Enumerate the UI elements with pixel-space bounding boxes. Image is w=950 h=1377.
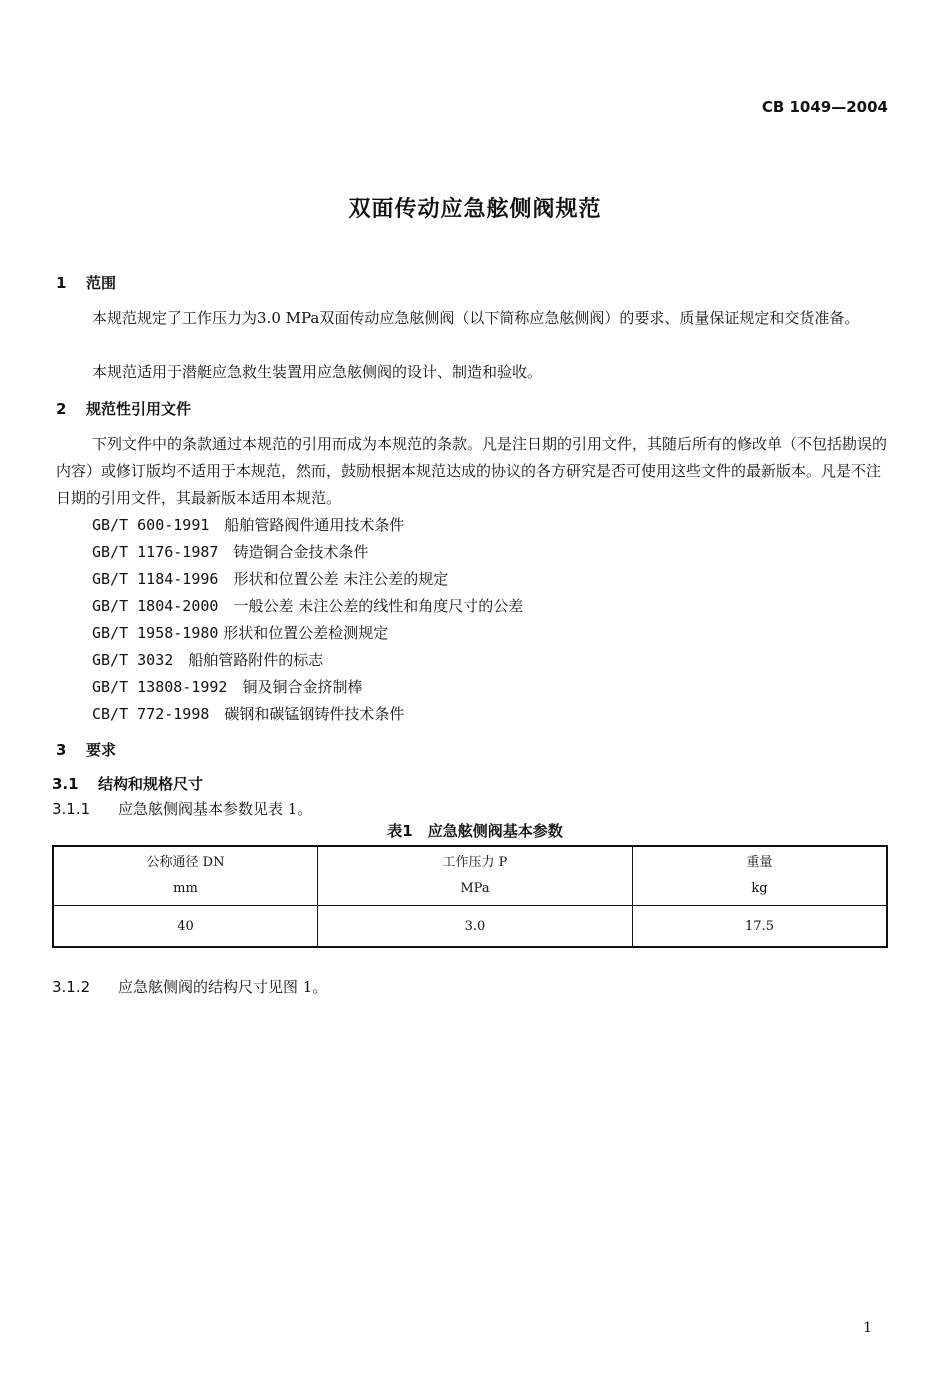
subsection-3-1-heading xyxy=(52,773,203,794)
table-header-cell xyxy=(53,846,318,906)
subsection-3-1-2 xyxy=(52,976,327,997)
section-title: 要求 xyxy=(86,741,117,759)
reference-item xyxy=(92,676,363,697)
reference-title: 一般公差 未注公差的线性和角度尺寸的公差 xyxy=(233,597,524,615)
reference-code: GB/T 1958-1980 xyxy=(92,624,219,642)
reference-item xyxy=(92,622,388,643)
section-2-heading xyxy=(56,398,191,419)
table-cell: 3.0 xyxy=(318,906,633,948)
reference-title: 形状和位置公差 未注公差的规定 xyxy=(233,570,449,588)
reference-title: 铜及铜合金挤制棒 xyxy=(242,678,363,696)
subsection-text: 应急舷侧阀基本参数见表 1。 xyxy=(118,800,313,818)
reference-title: 形状和位置公差检测规定 xyxy=(223,624,389,642)
reference-code: GB/T 1804-2000 xyxy=(92,597,219,615)
section-2-intro: 下列文件中的条款通过本规范的引用而成为本规范的条款。凡是注日期的引用文件，其随后所有的修改单（不包括勘误的内容）或修订版均不适用于本规范，然而，鼓励根据本规范达成的协议的各方研究是否可使用这些文件的最新版本。凡是不注日期的引用文件，其最新版本适用本规范。 xyxy=(56,435,888,507)
table-caption: 表1 应急舷侧阀基本参数 xyxy=(387,822,563,840)
table-row xyxy=(53,906,887,948)
section-number: 1 xyxy=(56,274,67,292)
header-unit: MPa xyxy=(460,881,490,896)
reference-item xyxy=(92,514,404,535)
reference-code: GB/T 3032 xyxy=(92,651,174,669)
reference-item xyxy=(92,703,404,724)
section-1-heading xyxy=(56,272,116,293)
header-name: 公称通径 DN xyxy=(146,855,225,870)
section-title: 规范性引用文件 xyxy=(86,400,192,418)
reference-item xyxy=(92,568,448,589)
subsection-number: 3.1.2 xyxy=(52,978,91,996)
standard-code: CB 1049—2004 xyxy=(761,98,888,116)
header-unit: mm xyxy=(173,881,198,896)
reference-code: GB/T 13808-1992 xyxy=(92,678,228,696)
section-number: 3 xyxy=(56,741,67,759)
reference-code: GB/T 600-1991 xyxy=(92,516,210,534)
reference-item xyxy=(92,649,323,670)
section-1-paragraph-2: 本规范适用于潜艇应急救生装置用应急舷侧阀的设计、制造和验收。 xyxy=(92,363,543,381)
header-name: 重量 xyxy=(746,855,773,870)
table-header-cell xyxy=(633,846,888,906)
section-number: 2 xyxy=(56,400,67,418)
table-header-cell xyxy=(318,846,633,906)
document-title: 双面传动应急舷侧阀规范 xyxy=(348,197,602,222)
reference-title: 铸造铜合金技术条件 xyxy=(233,543,369,561)
subsection-title: 结构和规格尺寸 xyxy=(98,775,204,793)
table-header-row xyxy=(53,846,887,906)
reference-title: 船舶管路阀件通用技术条件 xyxy=(224,516,405,534)
subsection-text: 应急舷侧阀的结构尺寸见图 1。 xyxy=(118,978,328,996)
reference-title: 船舶管路附件的标志 xyxy=(188,651,324,669)
reference-code: CB/T 772-1998 xyxy=(92,705,210,723)
section-title: 范围 xyxy=(86,274,117,292)
section-3-heading xyxy=(56,739,116,760)
parameters-table xyxy=(52,845,888,948)
subsection-number: 3.1 xyxy=(52,775,79,793)
table-cell: 17.5 xyxy=(633,906,888,948)
subsection-number: 3.1.1 xyxy=(52,800,91,818)
page-number: 1 xyxy=(863,1320,872,1336)
section-1-paragraph-1: 本规范规定了工作压力为3.0 MPa双面传动应急舷侧阀（以下简称应急舷侧阀）的要求、质量保证规定和交货准备。 xyxy=(92,309,860,327)
reference-code: GB/T 1184-1996 xyxy=(92,570,219,588)
table-cell: 40 xyxy=(53,906,318,948)
reference-item xyxy=(92,541,368,562)
header-unit: kg xyxy=(751,881,768,896)
header-name: 工作压力 P xyxy=(442,855,508,870)
subsection-3-1-1 xyxy=(52,798,312,819)
reference-code: GB/T 1176-1987 xyxy=(92,543,219,561)
reference-item xyxy=(92,595,523,616)
reference-title: 碳钢和碳锰钢铸件技术条件 xyxy=(224,705,405,723)
